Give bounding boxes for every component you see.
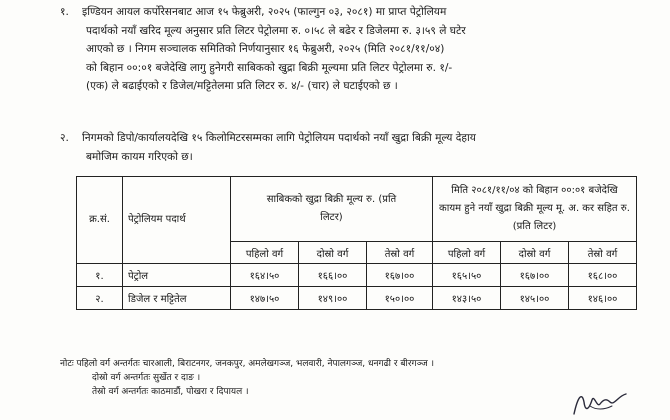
paragraph-1-line: को बिहान ००:०१ बजेदेखि लागु हुनेगरी साबिकको खुद्रा बिक्री मूल्यमा प्रति लिटर पेट्रोलमा रु. १/- <box>86 61 453 74</box>
subheader-third-class: तेस्रो वर्ग <box>569 242 637 264</box>
price-cell: १६८।०० <box>569 264 637 287</box>
paragraph-1 <box>60 3 660 96</box>
notes <box>60 357 434 399</box>
subheader-third-class: तेस्रो वर्ग <box>367 242 433 264</box>
paragraph-1-number: १. <box>60 6 69 18</box>
row-sn: २. <box>77 287 123 310</box>
table-row-diesel-kerosene <box>77 287 637 310</box>
paragraph-2-line: बमोजिम कायम गरिएको छ। <box>86 150 193 163</box>
row-product: डिजेल र मट्टितेल <box>123 287 231 310</box>
paragraph-1-line: पदार्थको नयाँ खरिद मूल्य अनुसार प्रति लिटर पेट्रोलमा रु. ०।५८ ले बढेर र डिजेलमा रु. ३।५९ ले घटेर <box>86 24 466 37</box>
row-product: पेट्रोल <box>123 264 231 287</box>
price-cell: १४५।०० <box>501 287 569 310</box>
price-cell: १४६।०० <box>569 287 637 310</box>
subheader-first-class: पहिलो वर्ग <box>433 242 501 264</box>
price-cell: १६७।०० <box>501 264 569 287</box>
subheader-first-class: पहिलो वर्ग <box>231 242 299 264</box>
paragraph-1-line: (एक) ले बढाईएको र डिजेल/मट्टितेलमा प्रति लिटर रु. ४/- (चार) ले घटाईएको छ । <box>86 80 398 92</box>
note-second-class: दोस्रो वर्ग अन्तर्गतः सुर्खेत र दाङ । <box>92 373 201 383</box>
header-old-price: साबिकको खुद्रा बिक्री मूल्य रु. (प्रति लिटर) <box>231 177 433 242</box>
price-cell: १६५।५० <box>433 264 501 287</box>
price-cell: १४९।०० <box>299 287 367 310</box>
price-cell: १६६।०० <box>299 264 367 287</box>
paragraph-2 <box>60 129 660 166</box>
paragraph-1-line: आएको छ । निगम सञ्चालक समितिको निर्णयानुसार १६ फेब्रुअरी, २०२५ (मिति २०८१/११/०४) <box>86 43 445 55</box>
price-cell: १६४।५० <box>231 264 299 287</box>
header-sn: क्र.सं. <box>77 177 123 264</box>
note-first-class: नोटः पहिलो वर्ग अन्तर्गतः चारआली, बिराटनगर, जनकपुर, अमलेखगञ्ज, भलवारी, नेपालगञ्ज, धनगढी र बीरगञ्ज । <box>60 359 435 369</box>
row-sn: १. <box>77 264 123 287</box>
header-product: पेट्रोलियम पदार्थ <box>123 177 231 264</box>
subheader-second-class: दोस्रो वर्ग <box>299 242 367 264</box>
paragraph-2-number: २. <box>60 132 69 144</box>
price-cell: १४७।५० <box>231 287 299 310</box>
price-cell: १४३।५० <box>433 287 501 310</box>
subheader-second-class: दोस्रो वर्ग <box>501 242 569 264</box>
table-row-petrol <box>77 264 637 287</box>
price-cell: १६७।०० <box>367 264 433 287</box>
price-cell: १५०।०० <box>367 287 433 310</box>
header-new-price: मिति २०८१/११/०४ को बिहान ००:०१ बजेदेखि कायम हुने नयाँ खुद्रा बिक्री मूल्य मू. अ. कर सहित रु. (प्रति लिटर) <box>433 177 637 242</box>
price-table <box>76 176 637 310</box>
paragraph-1-line: इण्डियन आयल कर्पोरेसनबाट आज १५ फेब्रुअरी, २०२५ (फाल्गुन ०३, २०८१) मा प्राप्त पेट्रोलियम <box>82 6 447 18</box>
paragraph-2-line: निगमको डिपो/कार्यालयदेखि १५ किलोमिटरसम्मका लागि पेट्रोलियम पदार्थको नयाँ खुद्रा बिक्री मूल्य देहाय <box>82 132 476 144</box>
signature-icon <box>570 388 630 418</box>
note-third-class: तेस्रो वर्ग अन्तर्गतः काठमाडौं, पोखरा र दिपायल । <box>92 387 249 397</box>
